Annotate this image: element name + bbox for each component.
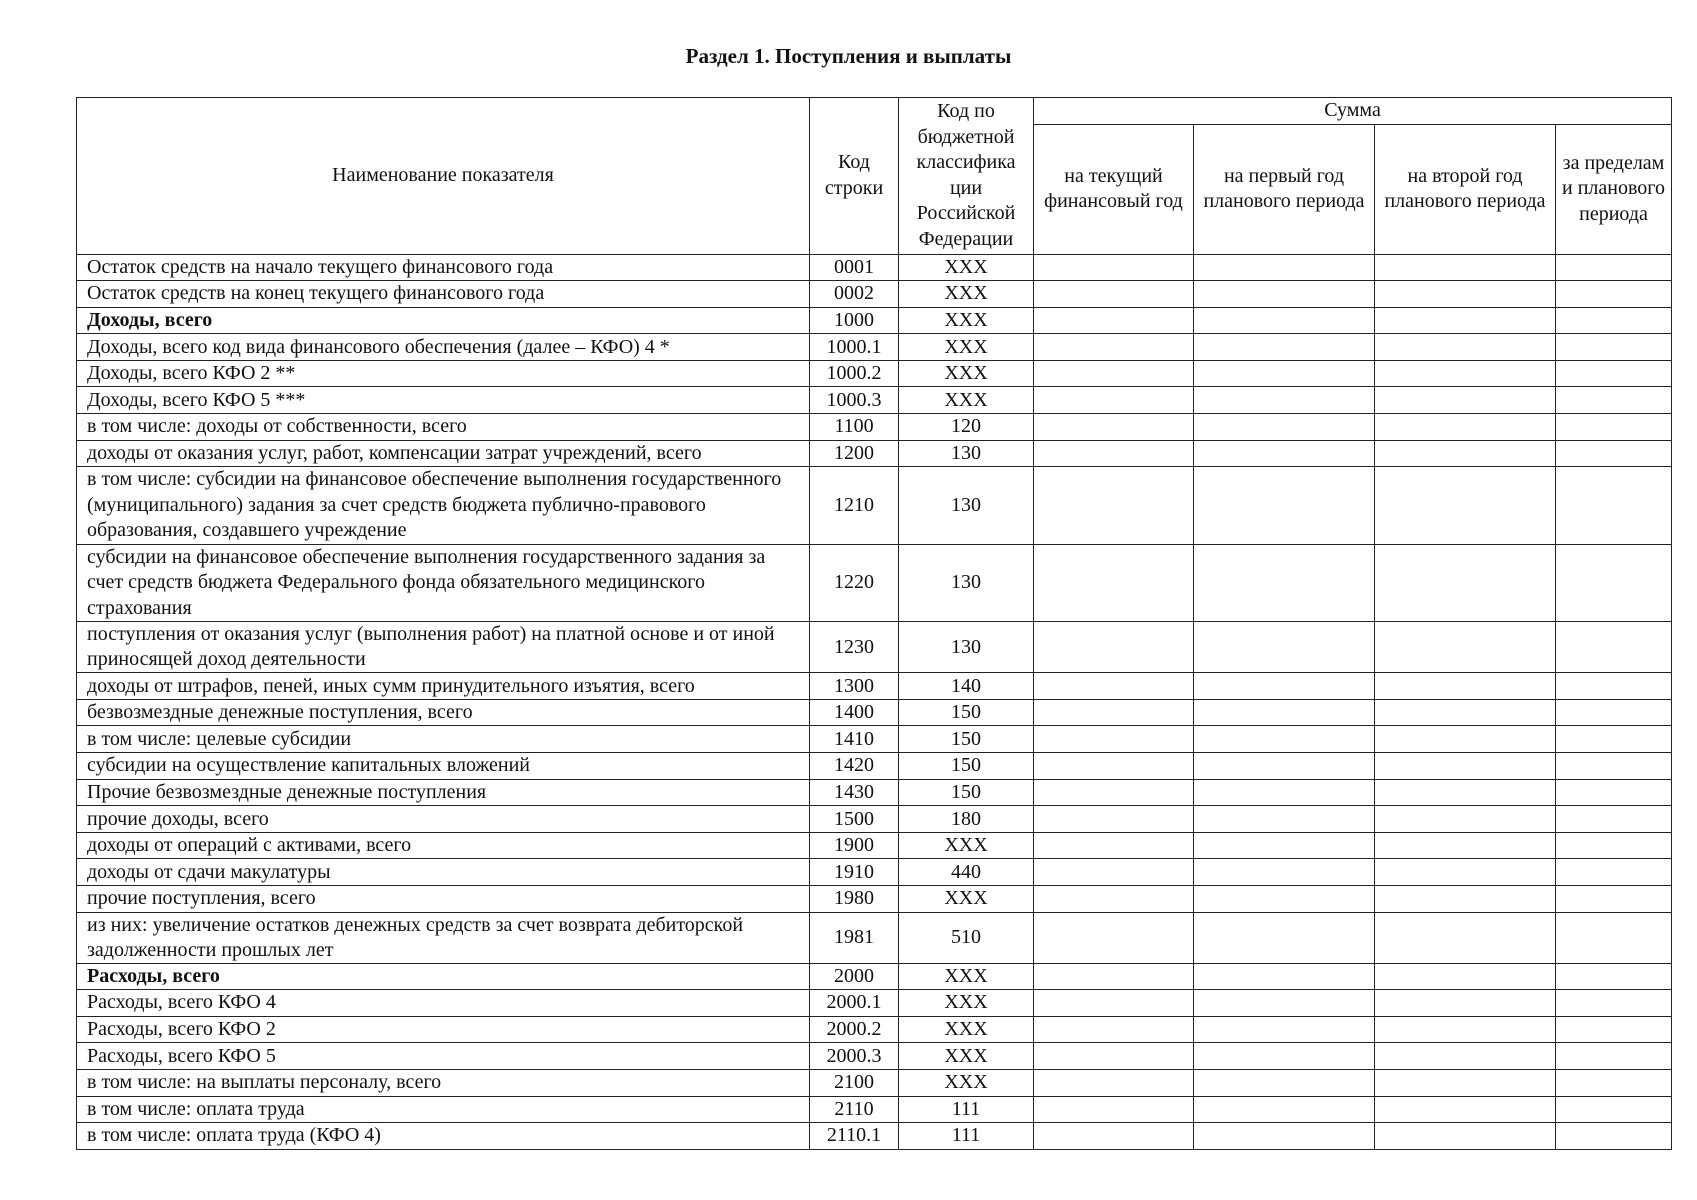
row-sum-first <box>1194 726 1375 753</box>
row-name: безвозмездные денежные поступления, всего <box>77 699 810 726</box>
row-sum-current <box>1034 726 1194 753</box>
row-name: прочие поступления, всего <box>77 886 810 913</box>
row-code: 1400 <box>810 699 899 726</box>
table-row <box>77 859 1672 886</box>
header-sum-first: на первый год планового периода <box>1194 124 1375 254</box>
row-sum-beyond <box>1556 467 1672 545</box>
row-code: 2000.3 <box>810 1043 899 1070</box>
row-sum-current <box>1034 990 1194 1017</box>
row-sum-beyond <box>1556 440 1672 467</box>
table-row <box>77 467 1672 545</box>
row-sum-second <box>1375 912 1556 963</box>
row-kbk: ХХХ <box>899 334 1034 361</box>
row-sum-beyond <box>1556 832 1672 859</box>
row-sum-beyond <box>1556 281 1672 308</box>
row-code: 1981 <box>810 912 899 963</box>
row-kbk: 180 <box>899 806 1034 833</box>
table-row <box>77 281 1672 308</box>
row-sum-first <box>1194 360 1375 387</box>
header-sum-beyond: за пределам и планового периода <box>1556 124 1672 254</box>
row-sum-first <box>1194 1123 1375 1150</box>
row-sum-first <box>1194 886 1375 913</box>
row-sum-first <box>1194 387 1375 414</box>
row-sum-second <box>1375 622 1556 673</box>
table-row <box>77 544 1672 622</box>
receipts-payments-table <box>76 97 1672 1150</box>
row-sum-first <box>1194 440 1375 467</box>
header-kbk: Код по бюджетной классифика ции Российской Федерации <box>899 98 1034 255</box>
header-sum: Сумма <box>1034 98 1672 125</box>
row-sum-beyond <box>1556 963 1672 990</box>
row-sum-second <box>1375 806 1556 833</box>
row-sum-current <box>1034 622 1194 673</box>
row-sum-beyond <box>1556 1069 1672 1096</box>
row-sum-first <box>1194 990 1375 1017</box>
row-kbk: 130 <box>899 440 1034 467</box>
row-code: 1410 <box>810 726 899 753</box>
table-row <box>77 1096 1672 1123</box>
row-kbk: ХХХ <box>899 886 1034 913</box>
row-kbk: ХХХ <box>899 281 1034 308</box>
row-sum-second <box>1375 779 1556 806</box>
row-kbk: ХХХ <box>899 360 1034 387</box>
row-sum-second <box>1375 859 1556 886</box>
row-name: Доходы, всего <box>77 307 810 334</box>
row-sum-second <box>1375 886 1556 913</box>
row-sum-first <box>1194 912 1375 963</box>
row-code: 2110 <box>810 1096 899 1123</box>
row-name: Расходы, всего КФО 5 <box>77 1043 810 1070</box>
table-row <box>77 334 1672 361</box>
header-sum-second: на второй год планового периода <box>1375 124 1556 254</box>
row-sum-current <box>1034 779 1194 806</box>
table-row <box>77 622 1672 673</box>
row-sum-second <box>1375 414 1556 441</box>
row-sum-second <box>1375 963 1556 990</box>
row-sum-second <box>1375 753 1556 780</box>
table-row <box>77 1123 1672 1150</box>
row-name: Прочие безвозмездные денежные поступления <box>77 779 810 806</box>
row-sum-current <box>1034 544 1194 622</box>
row-code: 1000 <box>810 307 899 334</box>
row-sum-second <box>1375 254 1556 281</box>
row-name: субсидии на финансовое обеспечение выполнения государственного задания за счет средств бюджета Федерального фонда обязательного медицинского страхования <box>77 544 810 622</box>
row-sum-current <box>1034 886 1194 913</box>
row-sum-beyond <box>1556 360 1672 387</box>
header-code: Код строки <box>810 98 899 255</box>
row-kbk: 111 <box>899 1096 1034 1123</box>
row-code: 1220 <box>810 544 899 622</box>
row-code: 0002 <box>810 281 899 308</box>
row-sum-second <box>1375 1016 1556 1043</box>
row-sum-second <box>1375 1096 1556 1123</box>
table-row <box>77 254 1672 281</box>
header-name: Наименование показателя <box>77 98 810 255</box>
row-kbk: ХХХ <box>899 1043 1034 1070</box>
row-sum-beyond <box>1556 806 1672 833</box>
row-sum-current <box>1034 806 1194 833</box>
row-name: Доходы, всего КФО 2 ** <box>77 360 810 387</box>
row-sum-current <box>1034 281 1194 308</box>
row-code: 1000.1 <box>810 334 899 361</box>
table-row <box>77 779 1672 806</box>
row-code: 1900 <box>810 832 899 859</box>
row-sum-beyond <box>1556 990 1672 1017</box>
row-sum-current <box>1034 963 1194 990</box>
page-title: Раздел 1. Поступления и выплаты <box>685 44 1012 68</box>
row-sum-beyond <box>1556 699 1672 726</box>
row-sum-first <box>1194 859 1375 886</box>
table-row <box>77 440 1672 467</box>
row-sum-second <box>1375 1123 1556 1150</box>
row-sum-current <box>1034 1043 1194 1070</box>
row-sum-beyond <box>1556 1016 1672 1043</box>
table-row <box>77 699 1672 726</box>
row-code: 1000.3 <box>810 387 899 414</box>
table-row <box>77 726 1672 753</box>
row-sum-current <box>1034 832 1194 859</box>
row-sum-second <box>1375 990 1556 1017</box>
table-row <box>77 1016 1672 1043</box>
row-code: 1910 <box>810 859 899 886</box>
table-row <box>77 963 1672 990</box>
row-sum-first <box>1194 1069 1375 1096</box>
row-kbk: 150 <box>899 779 1034 806</box>
row-code: 1420 <box>810 753 899 780</box>
row-code: 2000.1 <box>810 990 899 1017</box>
table-row <box>77 1043 1672 1070</box>
row-name: Остаток средств на конец текущего финансового года <box>77 281 810 308</box>
row-kbk: 150 <box>899 699 1034 726</box>
row-kbk: 130 <box>899 622 1034 673</box>
row-sum-current <box>1034 387 1194 414</box>
row-sum-current <box>1034 467 1194 545</box>
row-sum-second <box>1375 334 1556 361</box>
row-kbk: 510 <box>899 912 1034 963</box>
row-code: 2100 <box>810 1069 899 1096</box>
row-sum-first <box>1194 963 1375 990</box>
row-sum-beyond <box>1556 859 1672 886</box>
row-sum-first <box>1194 467 1375 545</box>
table-row <box>77 360 1672 387</box>
row-sum-current <box>1034 307 1194 334</box>
row-sum-first <box>1194 414 1375 441</box>
row-sum-current <box>1034 1123 1194 1150</box>
row-sum-beyond <box>1556 387 1672 414</box>
row-sum-current <box>1034 360 1194 387</box>
row-code: 2000 <box>810 963 899 990</box>
row-sum-second <box>1375 440 1556 467</box>
row-name: доходы от сдачи макулатуры <box>77 859 810 886</box>
row-sum-beyond <box>1556 544 1672 622</box>
row-kbk: ХХХ <box>899 1069 1034 1096</box>
table-row <box>77 414 1672 441</box>
row-sum-second <box>1375 360 1556 387</box>
row-sum-second <box>1375 726 1556 753</box>
row-code: 2000.2 <box>810 1016 899 1043</box>
row-sum-first <box>1194 1043 1375 1070</box>
row-kbk: 130 <box>899 467 1034 545</box>
row-sum-first <box>1194 779 1375 806</box>
row-kbk: 120 <box>899 414 1034 441</box>
table-row <box>77 886 1672 913</box>
table-row <box>77 307 1672 334</box>
row-sum-current <box>1034 699 1194 726</box>
row-sum-first <box>1194 753 1375 780</box>
row-sum-beyond <box>1556 1043 1672 1070</box>
row-code: 1000.2 <box>810 360 899 387</box>
row-sum-beyond <box>1556 1123 1672 1150</box>
row-sum-beyond <box>1556 1096 1672 1123</box>
row-kbk: ХХХ <box>899 963 1034 990</box>
row-kbk: ХХХ <box>899 387 1034 414</box>
row-sum-first <box>1194 806 1375 833</box>
row-kbk: 140 <box>899 673 1034 700</box>
row-sum-first <box>1194 832 1375 859</box>
row-code: 2110.1 <box>810 1123 899 1150</box>
row-sum-second <box>1375 1069 1556 1096</box>
row-sum-first <box>1194 544 1375 622</box>
row-kbk: 150 <box>899 753 1034 780</box>
row-name: Расходы, всего <box>77 963 810 990</box>
row-sum-current <box>1034 1016 1194 1043</box>
row-kbk: ХХХ <box>899 307 1034 334</box>
row-sum-current <box>1034 1096 1194 1123</box>
row-sum-beyond <box>1556 912 1672 963</box>
row-code: 1210 <box>810 467 899 545</box>
row-kbk: ХХХ <box>899 990 1034 1017</box>
table-row <box>77 387 1672 414</box>
table-row <box>77 753 1672 780</box>
row-sum-beyond <box>1556 753 1672 780</box>
row-name: Расходы, всего КФО 4 <box>77 990 810 1017</box>
row-sum-beyond <box>1556 334 1672 361</box>
row-sum-beyond <box>1556 779 1672 806</box>
row-name: доходы от штрафов, пеней, иных сумм принудительного изъятия, всего <box>77 673 810 700</box>
table-row <box>77 1069 1672 1096</box>
row-sum-second <box>1375 387 1556 414</box>
row-name: доходы от операций с активами, всего <box>77 832 810 859</box>
row-name: в том числе: субсидии на финансовое обеспечение выполнения государственного (муниципального) задания за счет средств бюджета публично-правового образования, создавшего учреждение <box>77 467 810 545</box>
row-sum-second <box>1375 699 1556 726</box>
row-code: 1980 <box>810 886 899 913</box>
row-sum-first <box>1194 254 1375 281</box>
row-sum-second <box>1375 467 1556 545</box>
row-name: в том числе: на выплаты персоналу, всего <box>77 1069 810 1096</box>
row-sum-first <box>1194 622 1375 673</box>
header-sum-current: на текущий финансовый год <box>1034 124 1194 254</box>
row-name: из них: увеличение остатков денежных средств за счет возврата дебиторской задолженности прошлых лет <box>77 912 810 963</box>
row-code: 1230 <box>810 622 899 673</box>
row-kbk: 440 <box>899 859 1034 886</box>
row-sum-second <box>1375 1043 1556 1070</box>
row-sum-current <box>1034 1069 1194 1096</box>
row-sum-current <box>1034 414 1194 441</box>
row-sum-beyond <box>1556 726 1672 753</box>
table-row <box>77 673 1672 700</box>
row-kbk: ХХХ <box>899 254 1034 281</box>
row-kbk: 111 <box>899 1123 1034 1150</box>
table-header <box>77 98 1672 255</box>
row-name: в том числе: оплата труда <box>77 1096 810 1123</box>
row-sum-current <box>1034 334 1194 361</box>
row-sum-beyond <box>1556 307 1672 334</box>
row-kbk: 150 <box>899 726 1034 753</box>
row-sum-current <box>1034 912 1194 963</box>
row-sum-second <box>1375 673 1556 700</box>
row-sum-beyond <box>1556 673 1672 700</box>
row-sum-first <box>1194 307 1375 334</box>
row-sum-first <box>1194 673 1375 700</box>
row-sum-beyond <box>1556 622 1672 673</box>
row-sum-first <box>1194 1016 1375 1043</box>
row-code: 1430 <box>810 779 899 806</box>
row-name: Доходы, всего КФО 5 *** <box>77 387 810 414</box>
row-kbk: ХХХ <box>899 1016 1034 1043</box>
row-sum-first <box>1194 699 1375 726</box>
row-sum-beyond <box>1556 254 1672 281</box>
row-sum-second <box>1375 832 1556 859</box>
table-row <box>77 990 1672 1017</box>
row-name: в том числе: оплата труда (КФО 4) <box>77 1123 810 1150</box>
row-sum-current <box>1034 753 1194 780</box>
row-sum-current <box>1034 673 1194 700</box>
row-code: 1300 <box>810 673 899 700</box>
row-name: субсидии на осуществление капитальных вложений <box>77 753 810 780</box>
row-kbk: ХХХ <box>899 832 1034 859</box>
row-sum-current <box>1034 440 1194 467</box>
row-code: 1500 <box>810 806 899 833</box>
row-name: в том числе: целевые субсидии <box>77 726 810 753</box>
row-code: 0001 <box>810 254 899 281</box>
row-kbk: 130 <box>899 544 1034 622</box>
row-name: Расходы, всего КФО 2 <box>77 1016 810 1043</box>
row-name: доходы от оказания услуг, работ, компенсации затрат учреждений, всего <box>77 440 810 467</box>
table-row <box>77 912 1672 963</box>
row-code: 1100 <box>810 414 899 441</box>
row-sum-first <box>1194 281 1375 308</box>
row-sum-second <box>1375 544 1556 622</box>
row-sum-current <box>1034 254 1194 281</box>
row-name: Остаток средств на начало текущего финансового года <box>77 254 810 281</box>
row-sum-first <box>1194 334 1375 361</box>
table-body <box>77 254 1672 1149</box>
row-sum-second <box>1375 281 1556 308</box>
row-sum-first <box>1194 1096 1375 1123</box>
row-sum-second <box>1375 307 1556 334</box>
row-name: прочие доходы, всего <box>77 806 810 833</box>
row-code: 1200 <box>810 440 899 467</box>
row-name: Доходы, всего код вида финансового обеспечения (далее – КФО) 4 * <box>77 334 810 361</box>
table-row <box>77 806 1672 833</box>
row-name: поступления от оказания услуг (выполнения работ) на платной основе и от иной приносящей доход деятельности <box>77 622 810 673</box>
row-sum-beyond <box>1556 886 1672 913</box>
row-name: в том числе: доходы от собственности, всего <box>77 414 810 441</box>
table-row <box>77 832 1672 859</box>
row-sum-current <box>1034 859 1194 886</box>
row-sum-beyond <box>1556 414 1672 441</box>
